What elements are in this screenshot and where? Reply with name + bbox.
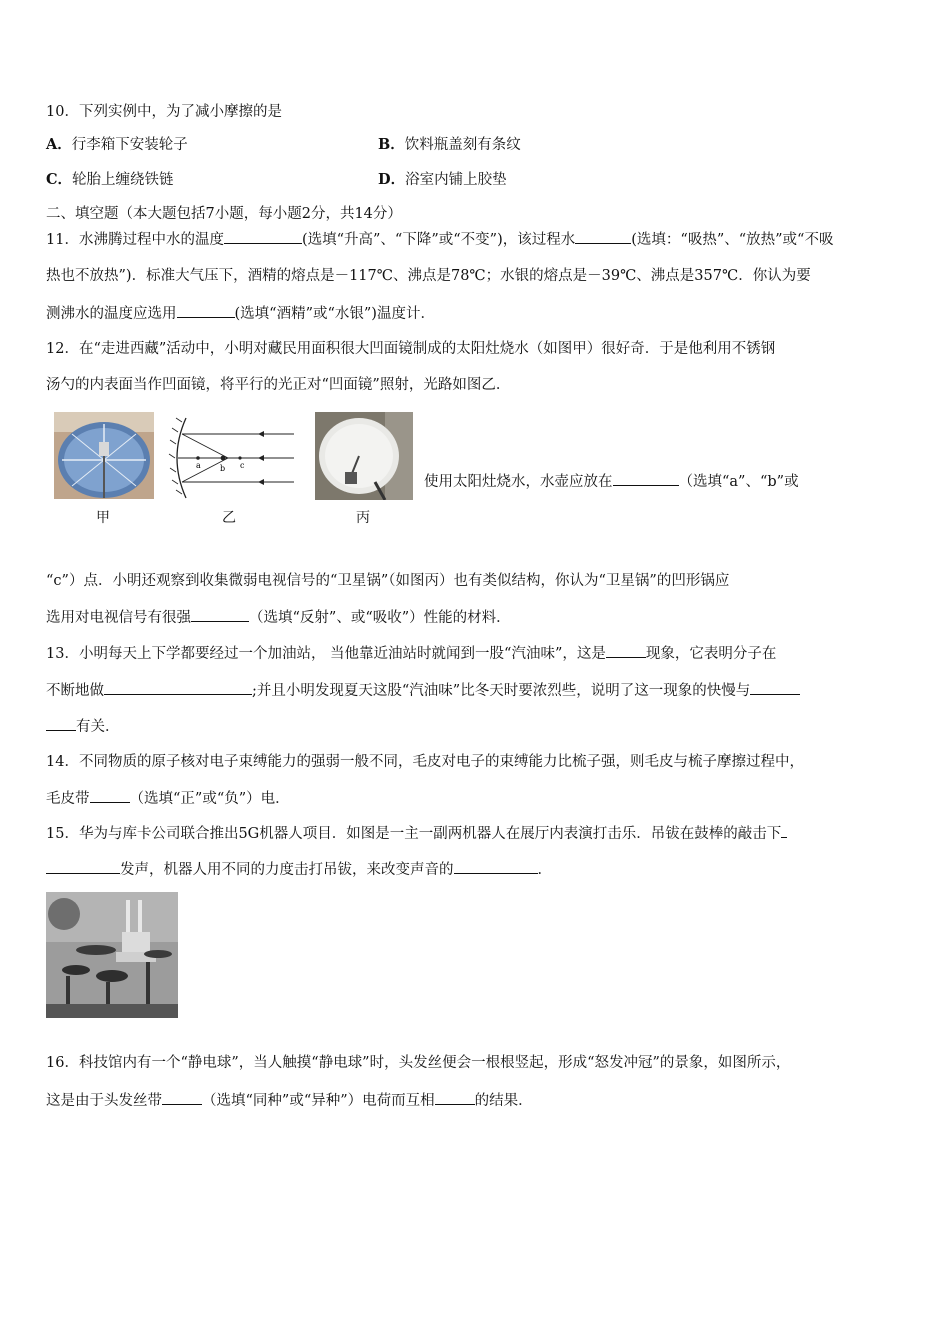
q12-line1: 12．在“走进西藏”活动中，小明对藏民用面积很大凹面镜制成的太阳灶烧水（如图甲）很好奇．于是他利用不锈钢 [46,341,776,357]
answer-blank[interactable] [750,680,800,695]
q15-line2: 发声，机器人用不同的力度击打吊钹，来改变声音的 ． [46,859,552,880]
answer-blank[interactable] [224,229,302,244]
q13-line2: 不断地做 ;并且小明发现夏天这股“汽油味”比冬天时要浓烈些，说明了这一现象的快慢与 [46,680,800,701]
answer-blank[interactable] [177,303,235,318]
q11-line3: 测沸水的温度应选用 (选填“酒精”或“水银”)温度计． [46,303,435,324]
q11-line2: 热也不放热”)．标准大气压下，酒精的熔点是－117℃、沸点是78℃；水银的熔点是－39℃、沸点是357℃．你认为要 [46,268,811,284]
answer-blank[interactable] [104,680,252,695]
answer-blank[interactable] [90,788,130,803]
q10-stem: 10．下列实例中，为了减小摩擦的是 [46,104,282,120]
q12-line5: 选用对电视信号有很强 （选填“反射”、或“吸收”）性能的材料． [46,607,511,628]
answer-blank[interactable] [191,607,249,622]
q13-line3: 有关． [46,716,120,737]
answer-blank[interactable] [606,643,646,658]
q11-line1: 11．水沸腾过程中水的温度 (选填“升高”、“下降”或“不变”)，该过程水 (选填：“吸热”、“放热”或“不吸 [46,229,833,250]
figure-label-jia: 甲 [96,510,110,526]
q13-line1: 13．小明每天上下学都要经过一个加油站， 当他靠近油站时就闻到一股“汽油味”，这是 现象，它表明分子在 [46,643,776,664]
q10-option-d: D．浴室内铺上胶垫 [378,171,507,188]
q10-option-c: C．轮胎上缠绕铁链 [46,171,174,188]
section-heading: 二、填空题（本大题包括7小题，每小题2分，共14分） [46,206,402,222]
answer-blank[interactable] [575,229,631,244]
answer-blank[interactable] [46,716,76,731]
satellite-dish-photo [315,412,413,500]
q16-line2: 这是由于头发丝带 （选填“同种”或“异种”）电荷而互相 的结果． [46,1090,533,1111]
answer-blank[interactable] [46,859,120,874]
concave-mirror-diagram [168,414,296,502]
q10-option-a: A．行李箱下安装轮子 [46,136,188,153]
figure-label-bing: 丙 [356,510,370,526]
answer-blank[interactable] [613,471,679,486]
point-label-a: a [196,461,201,470]
answer-blank[interactable] [435,1090,475,1105]
solar-cooker-photo [54,412,154,499]
robot-drummer-photo [46,892,178,1018]
q12-line2: 汤勺的内表面当作凹面镜，将平行的光正对“凹面镜”照射，光路如图乙． [46,377,511,393]
answer-blank[interactable] [454,859,538,874]
q14-line2: 毛皮带 （选填“正”或“负”）电． [46,788,290,809]
q15-line1: 15．华为与库卡公司联合推出5G机器人项目．如图是一主一副两机器人在展厅内表演打击乐．吊钹在鼓棒的敲击下 [46,823,787,844]
point-label-c: c [240,461,245,470]
q12-line4: “c”）点．小明还观察到收集微弱电视信号的“卫星锅”（如图丙）也有类似结构，你认为“卫星锅”的凹形锅应 [46,573,730,589]
q12-line3: 使用太阳灶烧水，水壶应放在 （选填“a”、“b”或 [424,471,799,492]
q10-option-b: B．饮料瓶盖刻有条纹 [378,136,521,153]
answer-blank[interactable] [162,1090,202,1105]
q16-line1: 16．科技馆内有一个“静电球”，当人触摸“静电球”时，头发丝便会一根根竖起，形成“怒发冲冠”的景象，如图所示， [46,1055,791,1071]
figure-label-yi: 乙 [222,510,236,526]
answer-blank[interactable] [781,823,787,838]
point-label-b: b [220,464,226,473]
q14-line1: 14．不同物质的原子核对电子束缚能力的强弱一般不同，毛皮对电子的束缚能力比梳子强，则毛皮与梳子摩擦过程中， [46,754,804,770]
